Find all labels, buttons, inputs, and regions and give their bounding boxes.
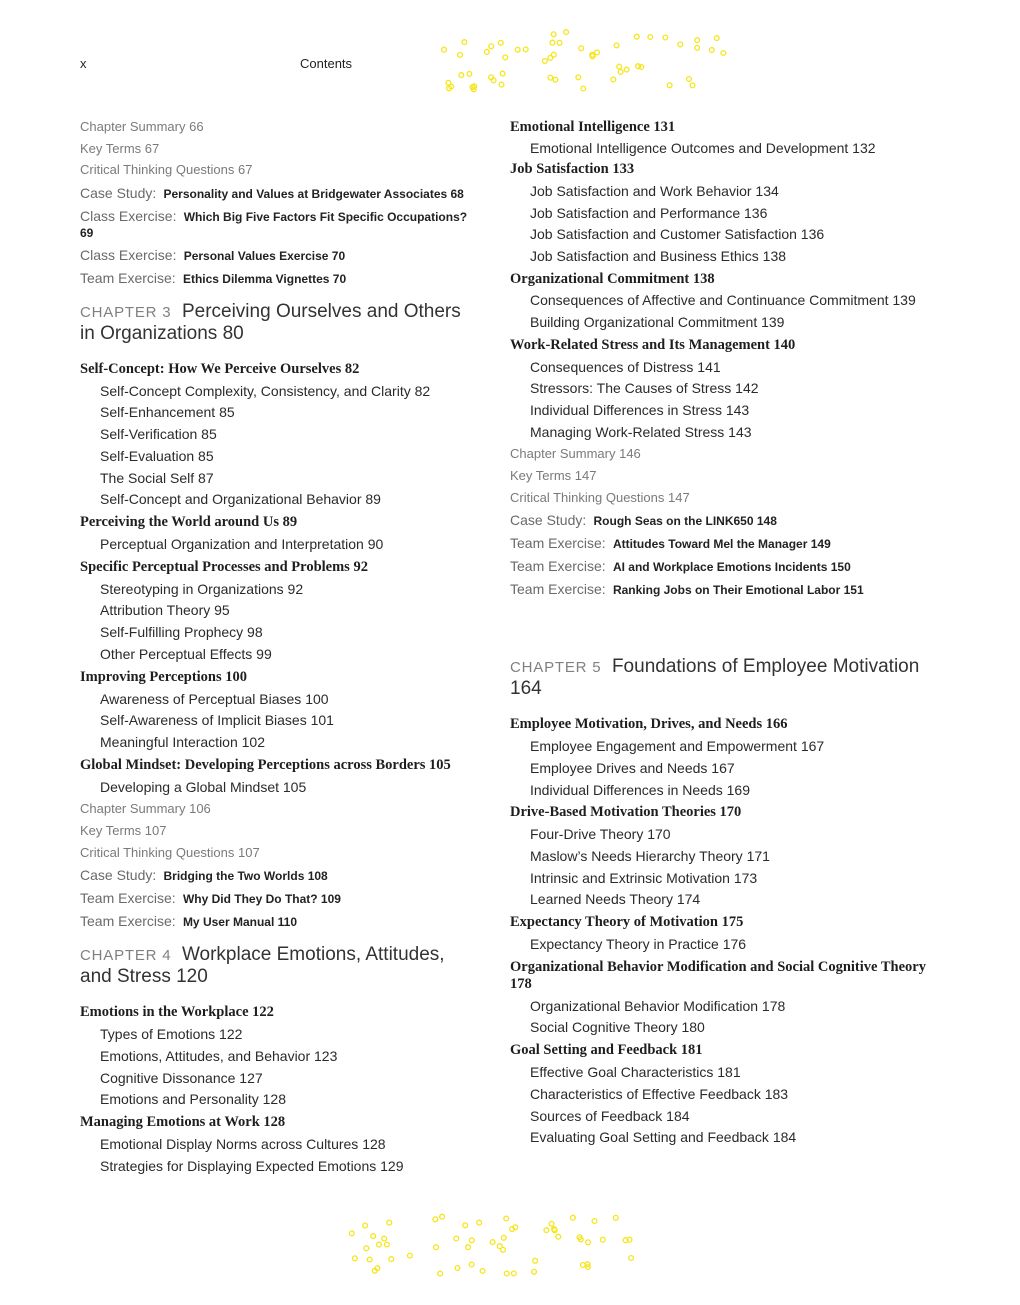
feature-title: AI and Workplace Emotions Incidents 150 [612,560,851,575]
section-heading: Job Satisfaction 133 [510,161,635,177]
section-heading: Specific Perceptual Processes and Problems 92 [80,558,368,575]
subsection-entry: Evaluating Goal Setting and Feedback 184 [530,1129,797,1146]
decorative-dot [636,64,641,69]
feature-title: Personality and Values at Bridgewater Associates 68 [163,186,464,201]
decorative-dot [469,1262,474,1267]
decorative-dot [687,77,692,82]
feature-entry [80,185,480,202]
section-heading: Improving Perceptions 100 [80,668,248,685]
decorative-dot [678,42,683,47]
decorative-dot [477,1220,482,1225]
decorative-dot [454,1236,459,1241]
decorative-dot [695,46,700,51]
decorative-dot [618,70,623,75]
section-heading: Organizational Commitment 138 [510,270,715,287]
feature-label: Team Exercise: [80,913,176,930]
subsection-entry: Characteristics of Effective Feedback 183 [530,1085,789,1102]
back-matter-entry: Chapter Summary 106 [80,801,211,817]
decorative-dot [382,1236,387,1241]
subsection-entry: Consequences of Distress 141 [530,358,721,375]
section-heading: Employee Motivation, Drives, and Needs 166 [510,716,788,733]
decorative-dot [579,46,584,51]
back-matter-entry: Critical Thinking Questions 67 [80,162,253,178]
subsection-entry: Perceptual Organization and Interpretation 90 [100,536,384,552]
section-heading: Emotional Intelligence 131 [510,119,676,135]
feature-entry [510,558,950,575]
decorative-dot [438,1271,443,1276]
decorative-dot [553,77,558,82]
chapter-heading [510,656,950,699]
decorative-dot [614,43,619,48]
subsection-entry: Emotional Intelligence Outcomes and Development 132 [530,140,876,156]
chapter-heading [80,301,480,344]
feature-label: Team Exercise: [510,558,606,575]
feature-label: Class Exercise: [80,207,177,224]
feature-title: Personal Values Exercise 70 [183,248,346,263]
feature-entry [80,270,480,287]
decorative-dot [523,47,528,52]
decorative-dot [515,47,520,52]
decorative-dot [613,1215,618,1220]
back-matter-entry: Chapter Summary 66 [80,119,204,134]
decorative-dot [690,83,695,88]
decorative-dot [581,86,586,91]
subsection-entry: Learned Needs Theory 174 [530,891,701,908]
subsection-entry: The Social Self 87 [100,469,214,486]
decorative-dot [503,55,508,60]
decorative-dot [385,1242,390,1247]
subsection-entry: Consequences of Affective and Continuance Commitment 139 [530,291,916,308]
decorative-dot [497,1244,502,1249]
feature-label: Case Study: [80,184,157,201]
subsection-entry: Employee Drives and Needs 167 [530,759,735,776]
decorative-dot [389,1257,394,1262]
section-heading: Goal Setting and Feedback 181 [510,1042,703,1059]
decorative-dot [624,67,629,72]
decorative-dot [387,1220,392,1225]
decorative-dot [551,52,556,57]
decorative-dot [504,1271,509,1276]
decorative-dot [543,59,548,64]
subsection-entry: Managing Work-Related Stress 143 [530,423,752,440]
subsection-entry: Stressors: The Causes of Stress 142 [530,380,759,397]
chapter-label: CHAPTER 3 [80,303,172,321]
decorative-dot [663,35,668,40]
decorative-dot [458,53,463,58]
decorative-dot [349,1231,354,1236]
decorative-dot [501,1235,506,1240]
section-heading: Managing Emotions at Work 128 [80,1113,286,1130]
subsection-entry: Intrinsic and Extrinsic Motivation 173 [530,869,758,886]
page-number: x [80,56,87,71]
decorative-dot [442,47,447,52]
subsection-entry: Emotional Display Norms across Cultures 128 [100,1135,386,1152]
chapter-title: Workplace Emotions, Attitudes, and Stress 120 [80,944,445,988]
decorative-dot [377,1242,382,1247]
decorative-dot [667,83,672,88]
chapter-title: Perceiving Ourselves and Others in Organizations 80 [80,300,461,344]
decorative-dot [466,1245,471,1250]
feature-title: My User Manual 110 [182,915,297,930]
decorative-dot [367,1257,372,1262]
subsection-entry: Social Cognitive Theory 180 [530,1019,705,1036]
decorative-dots-bottom [342,1210,642,1280]
decorative-dots-top [432,26,732,96]
subsection-entry: Self-Evaluation 85 [100,447,214,464]
feature-title: Attitudes Toward Mel the Manager 149 [612,537,831,552]
decorative-dot [533,1258,538,1263]
feature-label: Team Exercise: [80,269,176,286]
decorative-dot [440,1214,445,1219]
back-matter-entry: Key Terms 147 [510,467,597,483]
subsection-entry: Job Satisfaction and Work Behavior 134 [530,183,779,199]
chapter-label: CHAPTER 4 [80,947,172,965]
subsection-entry: Individual Differences in Stress 143 [530,401,750,418]
decorative-dot [557,40,562,45]
decorative-dot [564,30,569,35]
decorative-dot [721,51,726,56]
subsection-entry: Emotions and Personality 128 [100,1091,286,1108]
decorative-dot [353,1256,358,1261]
decorative-dot [586,1240,591,1245]
subsection-entry: Self-Concept Complexity, Consistency, and Clarity 82 [100,382,431,399]
subsection-entry: Self-Concept and Organizational Behavior 89 [100,491,381,508]
toc-left-column [80,116,480,1177]
subsection-entry: Self-Verification 85 [100,426,217,443]
section-heading: Organizational Behavior Modification and Social Cognitive Theory 178 [510,958,926,992]
subsection-entry: Individual Differences in Needs 169 [530,781,750,798]
feature-title: Why Did They Do That? 109 [182,892,341,907]
chapter-heading [80,944,480,987]
decorative-dot [629,1256,634,1261]
section-heading: Emotions in the Workplace 122 [80,1004,274,1021]
decorative-dot [648,35,653,40]
feature-entry [80,208,480,241]
decorative-dot [709,48,714,53]
feature-label: Case Study: [510,512,587,529]
feature-entry [80,247,480,264]
decorative-dot [611,77,616,82]
subsection-entry: Maslow’s Needs Hierarchy Theory 171 [530,847,770,864]
decorative-dot [714,36,719,41]
subsection-entry: Strategies for Displaying Expected Emotions 129 [100,1157,404,1174]
decorative-dot [463,1223,468,1228]
section-heading: Perceiving the World around Us 89 [80,514,298,530]
decorative-dot [459,73,464,78]
subsection-entry: Emotions, Attitudes, and Behavior 123 [100,1047,338,1064]
subsection-entry: Stereotyping in Organizations 92 [100,580,304,597]
subsection-entry: Expectancy Theory in Practice 176 [530,936,747,953]
feature-entry [510,581,950,598]
chapter-title: Foundations of Employee Motivation 164 [510,656,920,700]
subsection-entry: Meaningful Interaction 102 [100,733,265,750]
section-heading: Expectancy Theory of Motivation 175 [510,914,744,931]
decorative-dot [550,40,555,45]
decorative-dot [634,34,639,39]
feature-entry [510,535,950,552]
decorative-dot [551,32,556,37]
feature-entry [80,867,480,884]
decorative-dot [498,40,503,45]
section-heading: Drive-Based Motivation Theories 170 [510,804,742,821]
decorative-dot [364,1246,369,1251]
subsection-entry: Other Perceptual Effects 99 [100,645,272,662]
decorative-dot [469,1238,474,1243]
spacer [510,604,950,642]
subsection-entry: Developing a Global Mindset 105 [100,778,307,795]
section-heading: Global Mindset: Developing Perceptions across Borders 105 [80,756,451,773]
toc-right-column [510,116,950,1149]
back-matter-entry: Critical Thinking Questions 147 [510,489,690,505]
decorative-dot [467,72,472,77]
decorative-dot [455,1266,460,1271]
feature-label: Case Study: [80,867,157,884]
decorative-dot [544,1228,549,1233]
subsection-entry: Employee Engagement and Empowerment 167 [530,738,825,755]
decorative-dot [462,40,467,45]
back-matter-entry: Key Terms 67 [80,140,160,156]
feature-title: Ranking Jobs on Their Emotional Labor 151 [612,583,864,598]
back-matter-entry: Chapter Summary 146 [510,446,641,462]
section-heading: Self-Concept: How We Perceive Ourselves 82 [80,360,360,377]
decorative-dot [576,75,581,80]
feature-entry [510,512,950,529]
decorative-dot [489,44,494,49]
subsection-entry: Organizational Behavior Modification 178 [530,997,786,1014]
subsection-entry: Attribution Theory 95 [100,602,230,619]
subsection-entry: Self-Fulfilling Prophecy 98 [100,624,263,641]
subsection-entry: Self-Enhancement 85 [100,404,235,421]
decorative-dot [433,1217,438,1222]
feature-label: Class Exercise: [80,246,177,263]
decorative-dot [595,50,600,55]
feature-title: Which Big Five Factors Fit Specific Occupations? 69 [80,209,468,240]
subsection-entry: Job Satisfaction and Business Ethics 138 [530,248,787,265]
subsection-entry: Self-Awareness of Implicit Biases 101 [100,712,334,729]
subsection-entry: Types of Emotions 122 [100,1026,243,1043]
feature-label: Team Exercise: [510,581,606,598]
decorative-dot [556,1234,561,1239]
decorative-dot [504,1216,509,1221]
decorative-dot [571,1215,576,1220]
feature-title: Bridging the Two Worlds 108 [163,869,328,884]
running-head: Contents [300,56,353,71]
decorative-dot [485,50,490,55]
decorative-dot [363,1223,368,1228]
decorative-dot [490,1240,495,1245]
feature-entry [80,913,480,930]
decorative-dot [600,1237,605,1242]
decorative-dot [500,71,505,76]
subsection-entry: Job Satisfaction and Performance 136 [530,204,768,221]
decorative-dot [695,38,700,43]
feature-entry [80,890,480,907]
decorative-dot [548,75,553,80]
decorative-dot [371,1234,376,1239]
subsection-entry: Awareness of Perceptual Biases 100 [100,690,329,707]
decorative-dot [617,64,622,69]
decorative-dot [511,1271,516,1276]
subsection-entry: Sources of Feedback 184 [530,1107,690,1124]
back-matter-entry: Key Terms 107 [80,822,167,838]
subsection-entry: Job Satisfaction and Customer Satisfaction 136 [530,226,825,243]
decorative-dot [434,1245,439,1250]
feature-title: Ethics Dilemma Vignettes 70 [182,271,347,286]
feature-label: Team Exercise: [510,535,606,552]
section-heading: Work-Related Stress and Its Management 140 [510,336,796,353]
subsection-entry: Cognitive Dissonance 127 [100,1069,263,1086]
decorative-dot [549,1221,554,1226]
subsection-entry: Four-Drive Theory 170 [530,826,671,843]
feature-label: Team Exercise: [80,890,176,907]
decorative-dot [592,1219,597,1224]
decorative-dot [480,1269,485,1274]
feature-title: Rough Seas on the LINK650 148 [593,514,777,529]
chapter-label: CHAPTER 5 [510,659,602,677]
subsection-entry: Building Organizational Commitment 139 [530,313,785,330]
back-matter-entry: Critical Thinking Questions 107 [80,844,260,860]
decorative-dot [408,1253,413,1258]
decorative-dot [499,82,504,87]
decorative-dot [532,1269,537,1274]
subsection-entry: Effective Goal Characteristics 181 [530,1064,741,1081]
